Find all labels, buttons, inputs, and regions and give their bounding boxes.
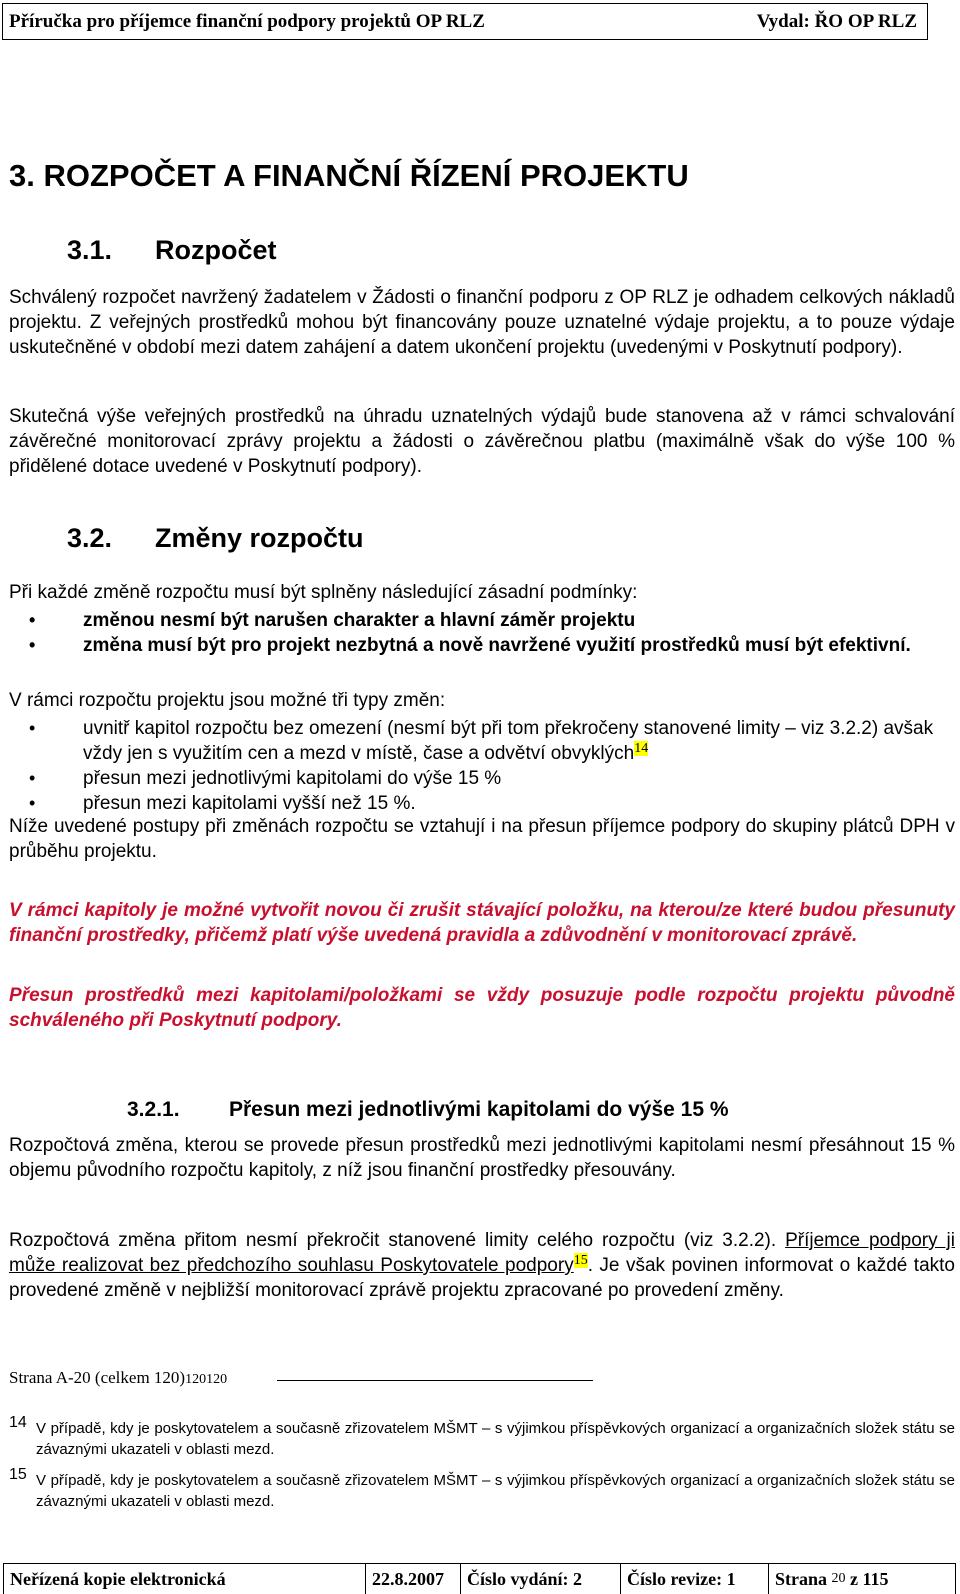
- section-number: 3.2.: [67, 523, 113, 553]
- change-types-list: [9, 716, 955, 816]
- footnote-separator: [277, 1380, 593, 1381]
- change-types-intro: V rámci rozpočtu projektu jsou možné tři typy změn:: [9, 690, 446, 711]
- section-3-2-1-heading: [127, 1098, 729, 1122]
- document-header: [2, 3, 928, 40]
- section-3-1-heading: [67, 235, 277, 266]
- section-3-2-heading: [67, 523, 364, 554]
- budget-paragraph-2: Skutečná výše veřejných prostředků na úhradu uznatelných výdajů bude stanovena až v rámci schvalování závěrečné monitorovací zprávy projektu a žádosti o závěrečnou platbu (maximálně však do výše 100 % přidělené dotace uvedené v Poskytnutí podpory).: [9, 406, 955, 477]
- footer-date: 22.8.2007: [366, 1564, 461, 1594]
- transfer-paragraph-2: Rozpočtová změna přitom nesmí překročit stanovené limity celého rozpočtu (viz 3.2.2). Příjemce podpory ji může realizovat bez předchozího souhlasu Poskytovatele podpory$^{15}$. Je však povinen informovat o každé takto provedené změně v nejbližší monitorovací zprávě projektu zpracované po provedení změny.: [9, 1230, 955, 1301]
- list-item: • uvnitř kapitol rozpočtu bez omezení (nesmí být při tom překročeny stanovené limity – viz 3.2.2) avšak vždy jen s využitím cen a mezd v místě, čase a odvětví obvyklých$^{14}$: [9, 716, 955, 766]
- footer-copy-status: Neřízená kopie elektronická: [4, 1564, 366, 1594]
- conditions-intro: Při každé změně rozpočtu musí být splněny následující zásadní podmínky:: [9, 582, 638, 603]
- footnote-ref-15[interactable]: 15: [573, 1252, 588, 1268]
- footer-edition: Číslo vydání: 2: [461, 1564, 621, 1594]
- red-note-2: Přesun prostředků mezi kapitolami/položkami se vždy posuzuje podle rozpočtu projektu původně schváleného při Poskytnutí podpory.: [9, 985, 955, 1031]
- footnote-text: V případě, kdy je poskytovatelem a současně zřizovatelem MŠMT – s výjimkou příspěvkových organizací a organizačních složek státu se závaznými ukazateli v oblasti mezd.: [36, 1472, 955, 1510]
- section-title: Přesun mezi jednotlivými kapitolami do výše 15 %: [229, 1098, 729, 1121]
- conditions-list: [9, 608, 955, 658]
- section-title: Rozpočet: [155, 235, 277, 265]
- red-note-1: V rámci kapitoly je možné vytvořit novou či zrušit stávající položku, na kterou/ze které budou přesunuty finanční prostředky, přičemž platí výše uvedená pravidla a zdůvodnění v monitorovací zprávě.: [9, 900, 955, 946]
- list-item: • změnou nesmí být narušen charakter a hlavní záměr projektu: [9, 608, 955, 633]
- footnote-14: [9, 1414, 955, 1460]
- footer-page-number: Strana 20 z 115: [775, 1568, 889, 1589]
- list-item: • přesun mezi jednotlivými kapitolami do výše 15 %: [9, 766, 955, 791]
- chapter-title: 3. ROZPOČET A FINANČNÍ ŘÍZENÍ PROJEKTU: [9, 158, 689, 193]
- section-title: Změny rozpočtu: [155, 523, 364, 553]
- budget-paragraph-1: Schválený rozpočet navržený žadatelem v Žádosti o finanční podporu z OP RLZ je odhadem celkových nákladů projektu. Z veřejných prostředků mohou být financovány pouze uznatelné výdaje projektu, a to pouze výdaje uskutečněné v období mezi datem zahájení a datem ukončení projektu (uvedenými v Poskytnutí podpory).: [9, 287, 955, 358]
- footer-revision: Číslo revize: 1: [621, 1564, 769, 1594]
- header-publisher: Vydal: ŘO OP RLZ: [756, 10, 917, 32]
- footnote-number: 15: [9, 1466, 27, 1483]
- document-footer: [3, 1563, 956, 1594]
- footnote-ref-14[interactable]: 14: [634, 740, 649, 756]
- list-item: • přesun mezi kapitolami vyšší než 15 %.: [9, 791, 955, 816]
- section-number: 3.1.: [67, 235, 113, 265]
- footnote-15: [9, 1466, 955, 1512]
- footnote-text: V případě, kdy je poskytovatelem a současně zřizovatelem MŠMT – s výjimkou příspěvkových organizací a organizačních složek státu se závaznými ukazateli v oblasti mezd.: [36, 1420, 955, 1458]
- section-number: 3.2.1.: [127, 1098, 180, 1121]
- footnote-number: 14: [9, 1414, 27, 1431]
- page-label: Strana A-20 (celkem 120)120120: [9, 1368, 228, 1387]
- header-title: Příručka pro příjemce finanční podpory projektů OP RLZ: [9, 10, 485, 32]
- list-item: • změna musí být pro projekt nezbytná a nově navržené využití prostředků musí být efektivní.: [9, 633, 955, 658]
- dph-note: Níže uvedené postupy při změnách rozpočtu se vztahují i na přesun příjemce podpory do skupiny plátců DPH v průběhu projektu.: [9, 816, 955, 862]
- transfer-paragraph-1: Rozpočtová změna, kterou se provede přesun prostředků mezi jednotlivými kapitolami nesmí přesáhnout 15 % objemu původního rozpočtu kapitoly, z níž jsou finanční prostředky přesouvány.: [9, 1135, 955, 1181]
